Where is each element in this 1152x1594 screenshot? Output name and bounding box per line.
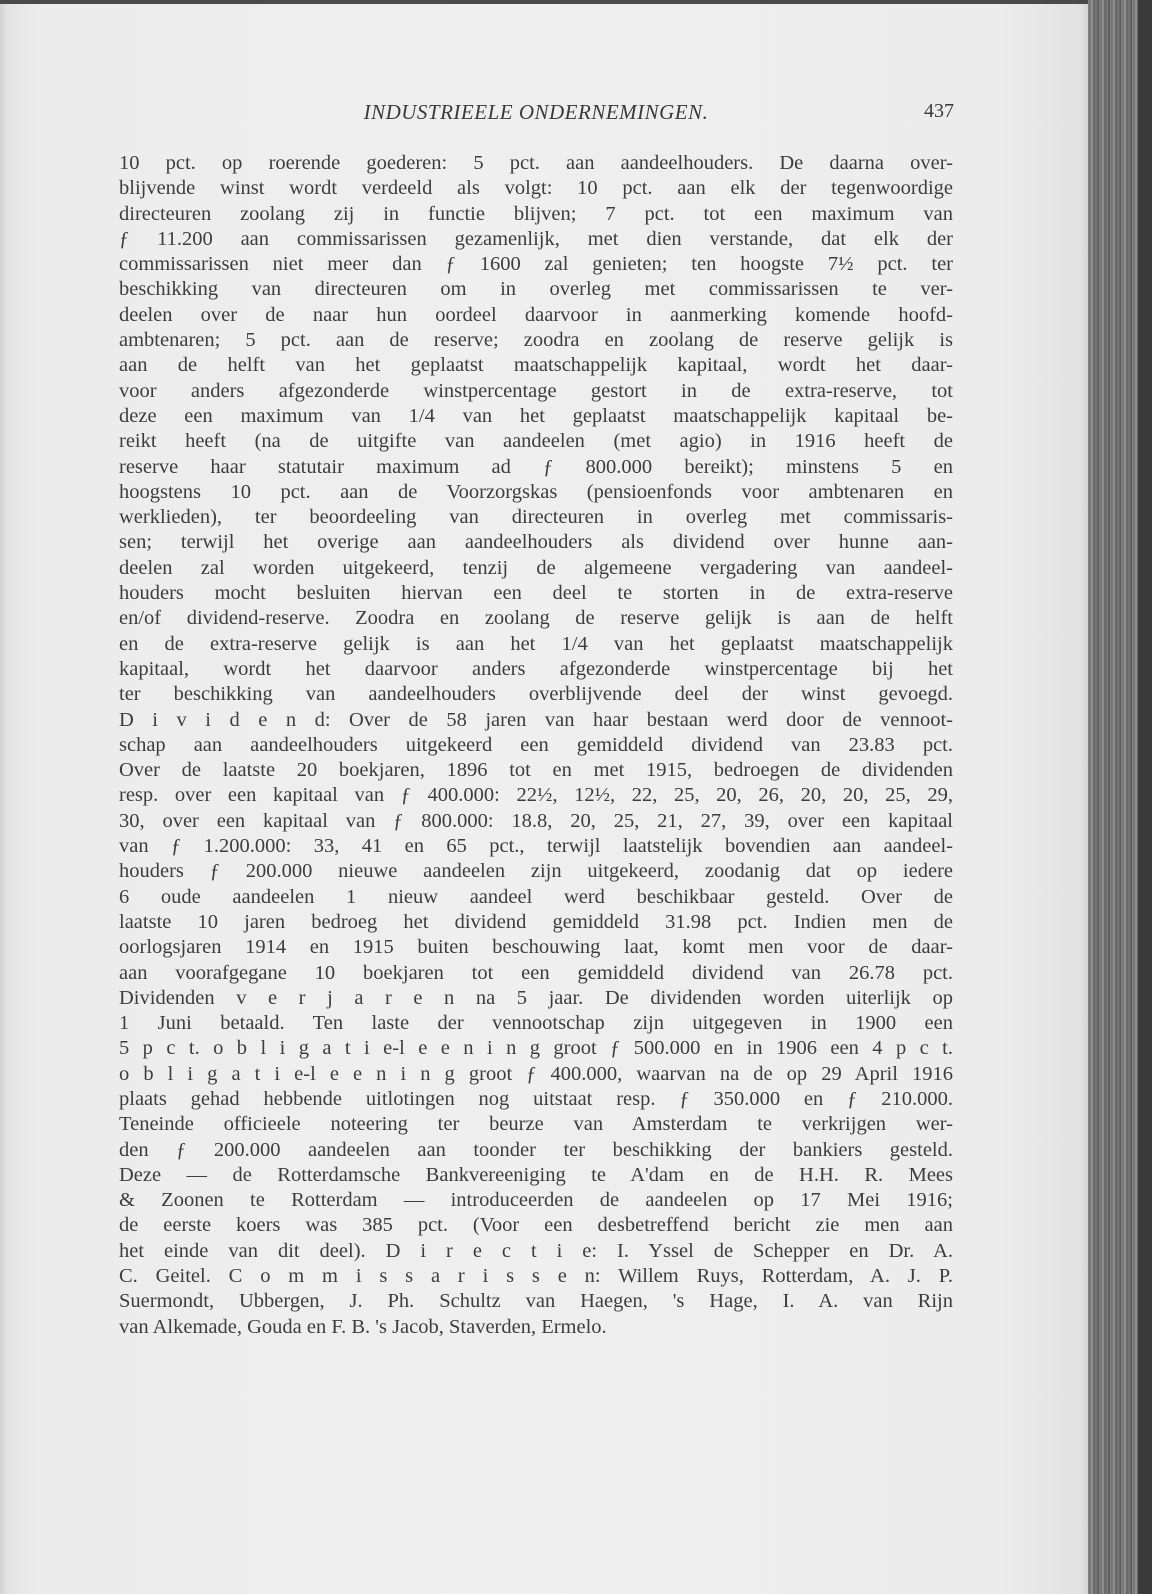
text-line: D i v i d e n d: Over de 58 jaren van haar bestaan werd door de vennoot- [119,708,953,731]
body-text [119,151,953,1340]
text-line: 6 oude aandeelen 1 nieuw aandeel werd beschikbaar gesteld. Over de [119,885,953,908]
text-line: Dividenden v e r j a r e n na 5 jaar. De dividenden worden uiterlijk op [119,986,953,1009]
text-line: voor anders afgezonderde winstpercentage gestort in de extra-reserve, tot [119,379,953,402]
text-line: oorlogsjaren 1914 en 1915 buiten beschouwing laat, komt men voor de daar- [119,936,953,959]
text-line: reikt heeft (na de uitgifte van aandeelen (met agio) in 1916 heeft de [119,430,953,453]
text-line: o b l i g a t i e-l e e n i n g groot ƒ 400.000, waarvan na de op 29 April 1916 [119,1062,953,1085]
text-line: houders mocht besluiten hiervan een deel te storten in de extra-reserve [119,582,953,605]
text-line: en/of dividend-reserve. Zoodra en zoolang de reserve gelijk is aan de helft [119,607,953,630]
text-line: 10 pct. op roerende goederen: 5 pct. aan aandeelhouders. De daarna over- [119,152,953,174]
text-line: beschikking van directeuren om in overleg met commissarissen te ver- [119,278,953,301]
text-line: & Zoonen te Rotterdam — introduceerden de aandeelen op 17 Mei 1916; [119,1189,953,1212]
text-line: blijvende winst wordt verdeeld als volgt: 10 pct. aan elk der tegenwoordige [119,177,953,200]
text-line: deze een maximum van 1/4 van het geplaatst maatschappelijk kapitaal be- [119,404,953,427]
text-line: sen; terwijl het overige aan aandeelhouders als dividend over hunne aan- [119,531,953,554]
text-line: ƒ 11.200 aan commissarissen gezamenlijk, met dien verstande, dat elk der [119,227,953,250]
text-line: en de extra-reserve gelijk is aan het 1/4 van het geplaatst maatschappelijk [119,632,953,655]
text-line: deelen zal worden uitgekeerd, tenzij de algemeene vergadering van aandeel- [119,556,953,579]
text-line: 1 Juni betaald. Ten laste der vennootschap zijn uitgegeven in 1900 een [119,1012,953,1035]
text-line: resp. over een kapitaal van ƒ 400.000: 22½, 12½, 22, 25, 20, 26, 20, 20, 25, 29, [119,784,953,807]
page-number: 437 [924,100,954,122]
text-line: Suermondt, Ubbergen, J. Ph. Schultz van Haegen, 's Hage, I. A. van Rijn [119,1290,953,1313]
text-line: ambtenaren; 5 pct. aan de reserve; zoodra en zoolang de reserve gelijk is [119,329,953,352]
text-line: hoogstens 10 pct. aan de Voorzorgskas (pensioenfonds voor ambtenaren en [119,480,953,503]
text-line: het einde van dit deel). D i r e c t i e: I. Yssel de Schepper en Dr. A. [119,1239,953,1262]
page-header [118,100,954,130]
text-line: werklieden), ter beoordeeling van directeuren in overleg met commissaris- [119,506,953,529]
text-line: schap aan aandeelhouders uitgekeerd een gemiddeld dividend van 23.83 pct. [119,733,953,756]
text-line: 5 p c t. o b l i g a t i e-l e e n i n g groot ƒ 500.000 en in 1906 een 4 p c t. [119,1037,953,1060]
book-page-edges [1088,0,1152,1594]
text-line: C. Geitel. C o m m i s s a r i s s e n: Willem Ruys, Rotterdam, A. J. P. [119,1265,953,1288]
text-line: plaats gehad hebbende uitlotingen nog uitstaat resp. ƒ 350.000 en ƒ 210.000. [119,1087,953,1110]
text-line: van Alkemade, Gouda en F. B. 's Jacob, Staverden, Ermelo. [119,1315,607,1338]
text-line: ter beschikking van aandeelhouders overblijvende deel der winst gevoegd. [119,683,953,706]
text-line: van ƒ 1.200.000: 33, 41 en 65 pct., terwijl laatstelijk bovendien aan aandeel- [119,835,953,858]
text-line: laatste 10 jaren bedroeg het dividend gemiddeld 31.98 pct. Indien men de [119,910,953,933]
running-title: INDUSTRIEELE ONDERNEMINGEN. [363,100,709,124]
text-line: 30, over een kapitaal van ƒ 800.000: 18.8, 20, 25, 21, 27, 39, over een kapitaal [119,809,953,832]
text-line: aan de helft van het geplaatst maatschappelijk kapitaal, wordt het daar- [119,354,953,377]
text-line: Deze — de Rotterdamsche Bankvereeniging te A'dam en de H.H. R. Mees [119,1163,953,1186]
text-line: de eerste koers was 385 pct. (Voor een desbetreffend bericht zie men aan [119,1214,953,1237]
text-line: Teneinde officieele noteering ter beurze van Amsterdam te verkrijgen wer- [119,1113,953,1136]
text-line: den ƒ 200.000 aandeelen aan toonder ter beschikking der bankiers gesteld. [119,1138,953,1161]
text-line: houders ƒ 200.000 nieuwe aandeelen zijn uitgekeerd, zoodanig dat op iedere [119,860,953,883]
text-line: commissarissen niet meer dan ƒ 1600 zal genieten; ten hoogste 7½ pct. ter [119,253,953,276]
text-line: aan voorafgegane 10 boekjaren tot een gemiddeld dividend van 26.78 pct. [119,961,953,984]
text-line: reserve haar statutair maximum ad ƒ 800.000 bereikt); minstens 5 en [119,455,953,478]
text-line: directeuren zoolang zij in functie blijven; 7 pct. tot een maximum van [119,202,953,225]
text-line: Over de laatste 20 boekjaren, 1896 tot en met 1915, bedroegen de dividenden [119,759,953,782]
text-line: kapitaal, wordt het daarvoor anders afgezonderde winstpercentage bij het [119,657,953,680]
text-line: deelen over de naar hun oordeel daarvoor in aanmerking komende hoofd- [119,303,953,326]
